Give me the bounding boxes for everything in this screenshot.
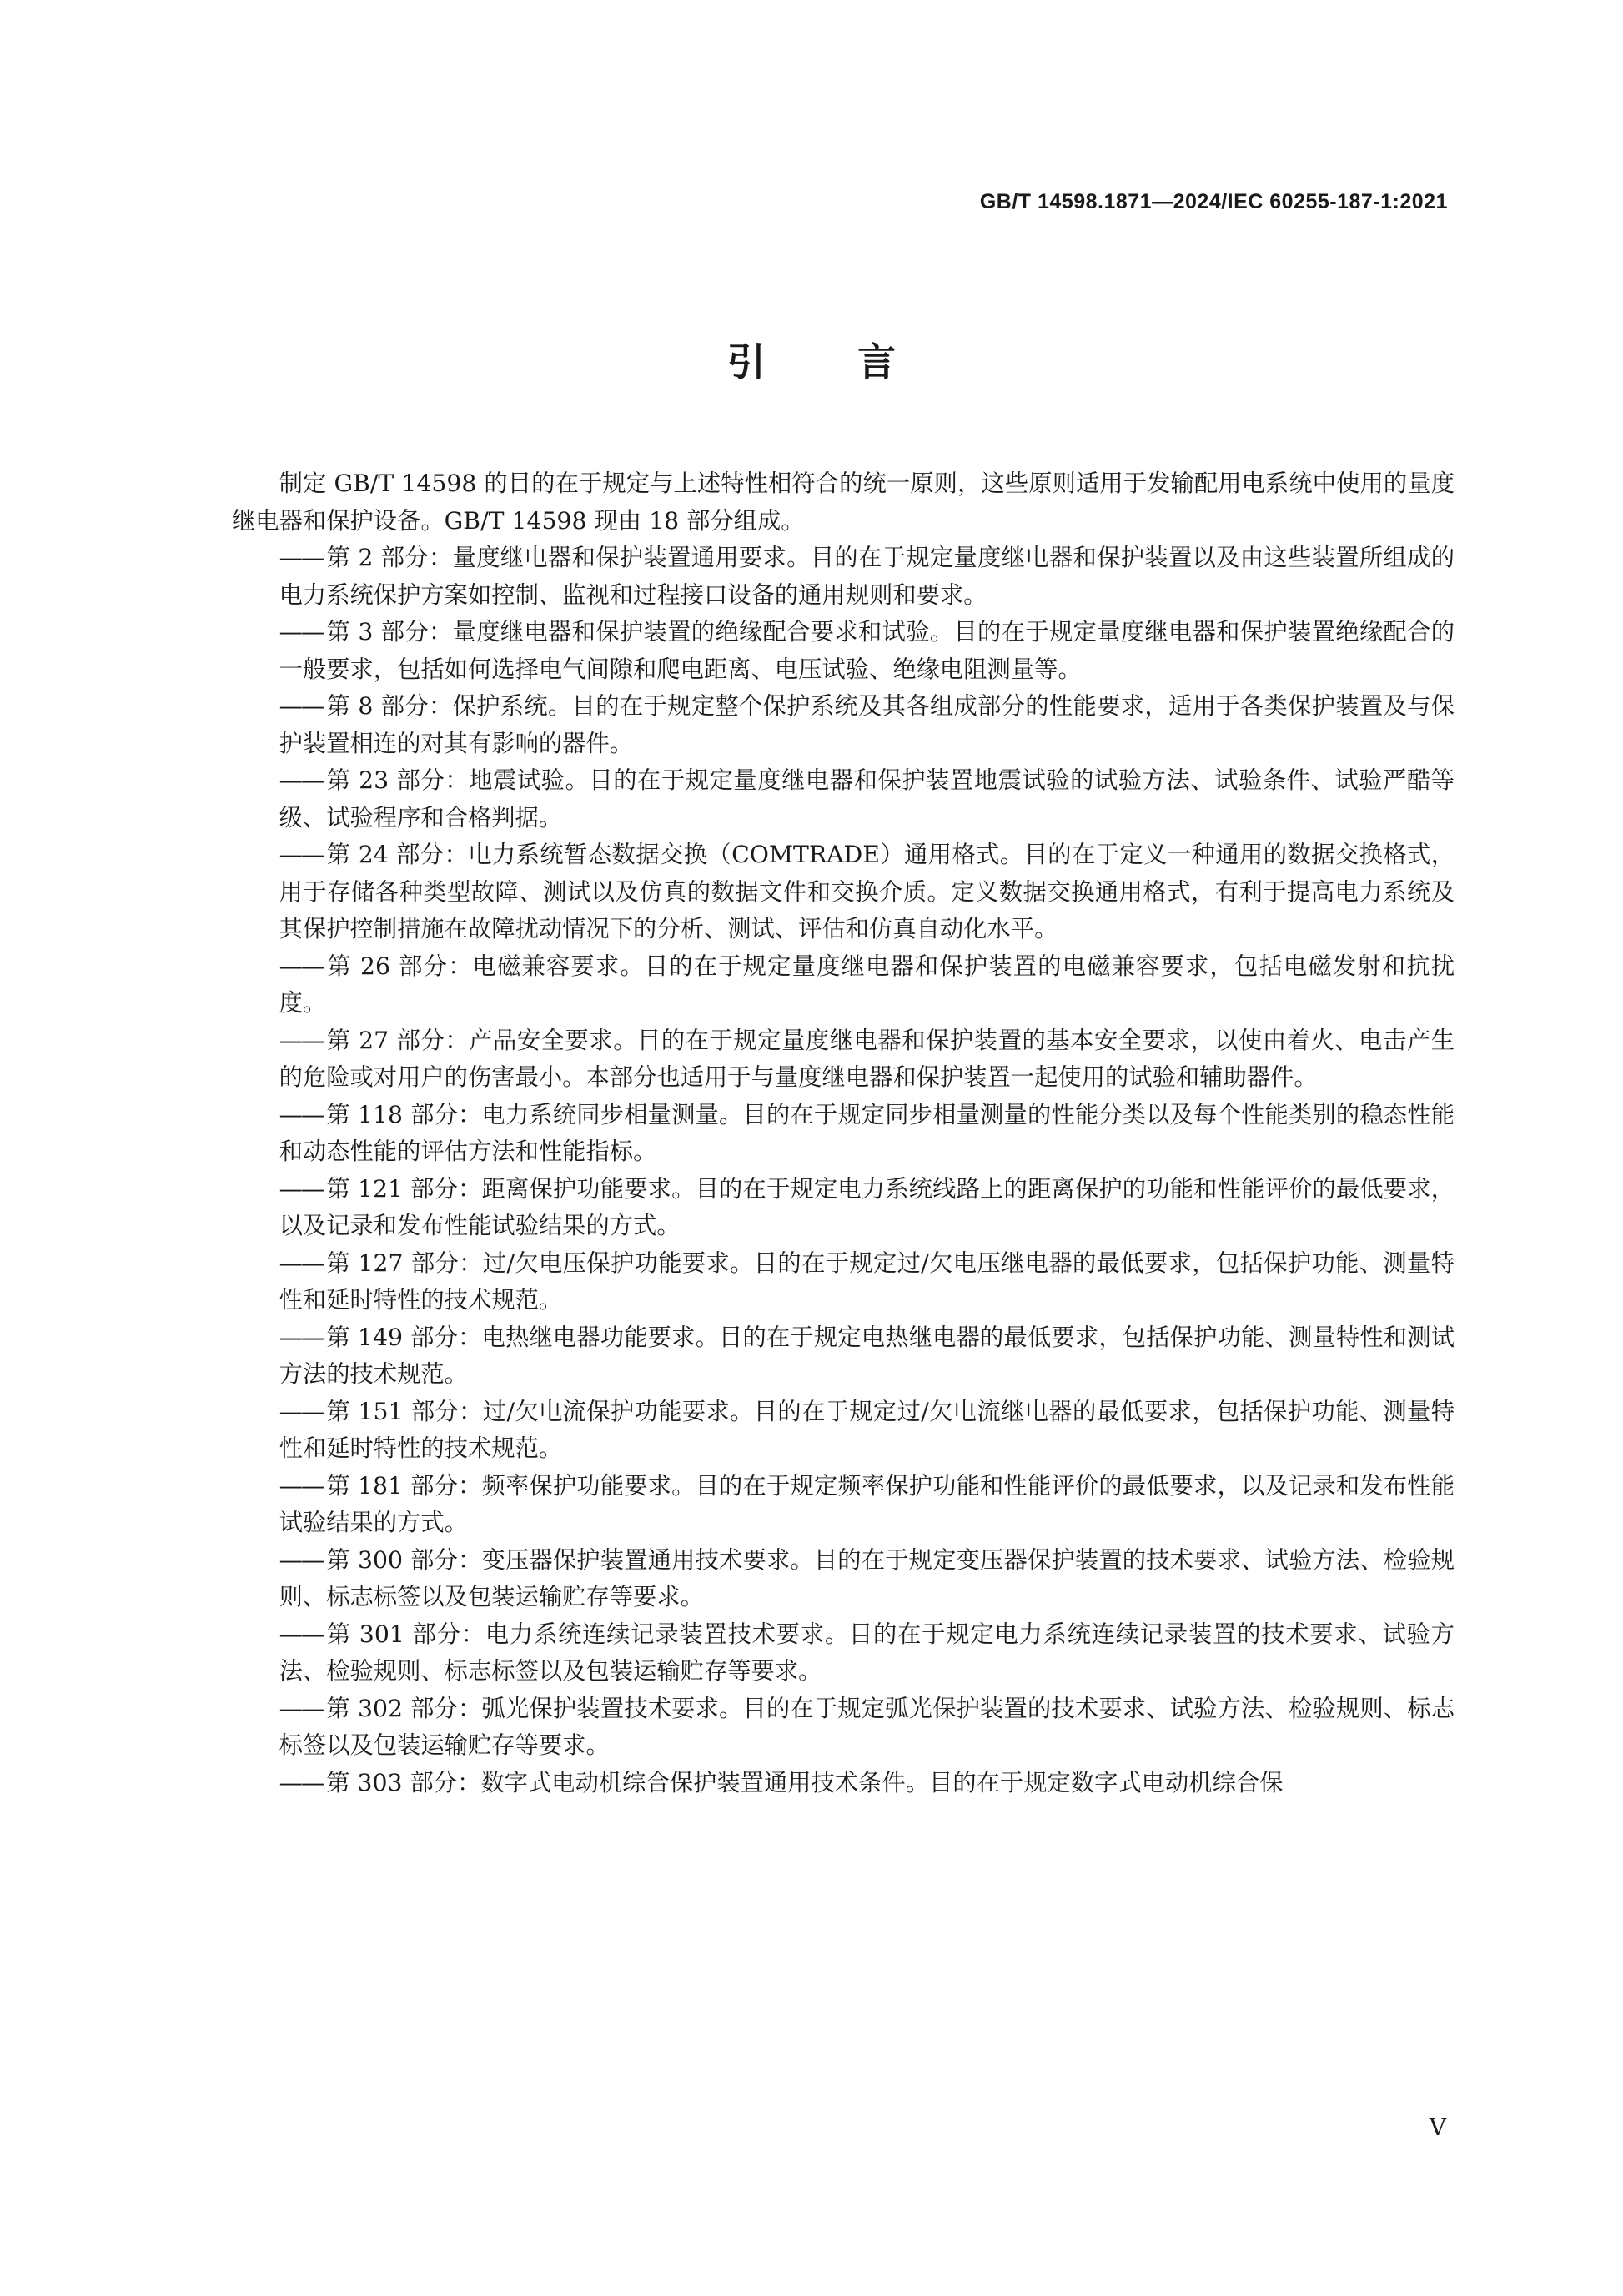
part-text: 第 2 部分：量度继电器和保护装置通用要求。目的在于规定量度继电器和保护装置以及由这些装置所组成的电力系统保护方案如控制、监视和过程接口设备的通用规则和要求。 — [279, 544, 1455, 609]
list-dash: —— — [279, 1545, 324, 1574]
part-text: 第 24 部分：电力系统暂态数据交换（COMTRADE）通用格式。目的在于定义一种通用的数据交换格式，用于存储各种类型故障、测试以及仿真的数据文件和交换介质。定义数据交换通用格式，有利于提高电力系统及其保护控制措施在故障扰动情况下的分析、测试、评估和仿真自动化水平。 — [279, 841, 1455, 942]
list-dash: —— — [279, 1248, 324, 1277]
part-text: 第 300 部分：变压器保护装置通用技术要求。目的在于规定变压器保护装置的技术要求、试验方法、检验规则、标志标签以及包装运输贮存等要求。 — [279, 1545, 1455, 1610]
part-text: 第 8 部分：保护系统。目的在于规定整个保护系统及其各组成部分的性能要求，适用于各类保护装置及与保护装置相连的对其有影响的器件。 — [279, 692, 1455, 757]
part-text: 第 23 部分：地震试验。目的在于规定量度继电器和保护装置地震试验的试验方法、试验条件、试验严酷等级、试验程序和合格判据。 — [279, 766, 1455, 831]
list-item — [232, 1542, 1455, 1616]
list-item — [232, 1394, 1455, 1468]
part-text: 第 27 部分：产品安全要求。目的在于规定量度继电器和保护装置的基本安全要求，以使由着火、电击产生的危险或对用户的伤害最小。本部分也适用于与量度继电器和保护装置一起使用的试验和辅助器件。 — [279, 1026, 1455, 1091]
list-item — [232, 1245, 1455, 1319]
list-item — [232, 1022, 1455, 1097]
list-dash: —— — [279, 1323, 324, 1351]
list-item — [232, 1765, 1455, 1802]
list-dash: —— — [279, 952, 324, 980]
list-item — [232, 614, 1455, 688]
part-text: 第 121 部分：距离保护功能要求。目的在于规定电力系统线路上的距离保护的功能和性能评价的最低要求，以及记录和发布性能试验结果的方式。 — [279, 1174, 1455, 1239]
list-dash: —— — [279, 1471, 324, 1500]
part-text: 第 3 部分：量度继电器和保护装置的绝缘配合要求和试验。目的在于规定量度继电器和保护装置绝缘配合的一般要求，包括如何选择电气间隙和爬电距离、电压试验、绝缘电阻测量等。 — [279, 618, 1455, 683]
page-title: 引言 — [727, 339, 987, 384]
part-text: 第 301 部分：电力系统连续记录装置技术要求。目的在于规定电力系统连续记录装置的技术要求、试验方法、检验规则、标志标签以及包装运输贮存等要求。 — [279, 1620, 1455, 1685]
list-dash: —— — [279, 1174, 324, 1203]
list-item — [232, 1097, 1455, 1171]
list-item — [232, 1616, 1455, 1691]
list-dash: —— — [279, 1100, 324, 1128]
body-text — [232, 465, 1455, 1801]
part-text: 第 303 部分：数字式电动机综合保护装置通用技术条件。目的在于规定数字式电动机综合保 — [326, 1768, 1284, 1796]
list-dash: —— — [279, 618, 324, 646]
list-dash: —— — [279, 1768, 324, 1796]
list-dash: —— — [279, 1026, 324, 1054]
list-dash: —— — [279, 766, 324, 794]
list-dash: —— — [279, 1694, 324, 1722]
list-item — [232, 540, 1455, 614]
list-dash: —— — [279, 544, 324, 571]
part-text: 第 149 部分：电热继电器功能要求。目的在于规定电热继电器的最低要求，包括保护功能、测量特性和测试方法的技术规范。 — [279, 1323, 1455, 1388]
intro-paragraph: 制定 GB/T 14598 的目的在于规定与上述特性相符合的统一原则，这些原则适用于发输配用电系统中使用的量度继电器和保护设备。GB/T 14598 现由 18 部分组成。 — [232, 470, 1455, 535]
part-text: 第 302 部分：弧光保护装置技术要求。目的在于规定弧光保护装置的技术要求、试验方法、检验规则、标志标签以及包装运输贮存等要求。 — [279, 1694, 1455, 1759]
part-text: 第 181 部分：频率保护功能要求。目的在于规定频率保护功能和性能评价的最低要求，以及记录和发布性能试验结果的方式。 — [279, 1471, 1455, 1536]
list-dash: —— — [279, 1397, 324, 1425]
list-dash: —— — [279, 692, 324, 720]
list-item — [232, 1319, 1455, 1394]
part-text: 第 118 部分：电力系统同步相量测量。目的在于规定同步相量测量的性能分类以及每个性能类别的稳态性能和动态性能的评估方法和性能指标。 — [279, 1100, 1455, 1165]
list-item — [232, 948, 1455, 1022]
standard-number-header: GB/T 14598.1871—2024/IEC 60255-187-1:2021 — [979, 190, 1448, 214]
part-text: 第 26 部分：电磁兼容要求。目的在于规定量度继电器和保护装置的电磁兼容要求，包括电磁发射和抗扰度。 — [279, 952, 1455, 1017]
part-text: 第 127 部分：过/欠电压保护功能要求。目的在于规定过/欠电压继电器的最低要求，包括保护功能、测量特性和延时特性的技术规范。 — [279, 1248, 1455, 1314]
page-number: V — [1429, 2113, 1446, 2141]
list-item — [232, 1468, 1455, 1542]
parts-list — [232, 540, 1455, 1801]
list-item — [232, 837, 1455, 948]
list-item — [232, 1691, 1455, 1765]
list-dash: —— — [279, 1620, 324, 1648]
list-item — [232, 762, 1455, 837]
list-item — [232, 1171, 1455, 1245]
list-dash: —— — [279, 841, 324, 868]
part-text: 第 151 部分：过/欠电流保护功能要求。目的在于规定过/欠电流继电器的最低要求，包括保护功能、测量特性和延时特性的技术规范。 — [279, 1397, 1455, 1462]
list-item — [232, 688, 1455, 762]
